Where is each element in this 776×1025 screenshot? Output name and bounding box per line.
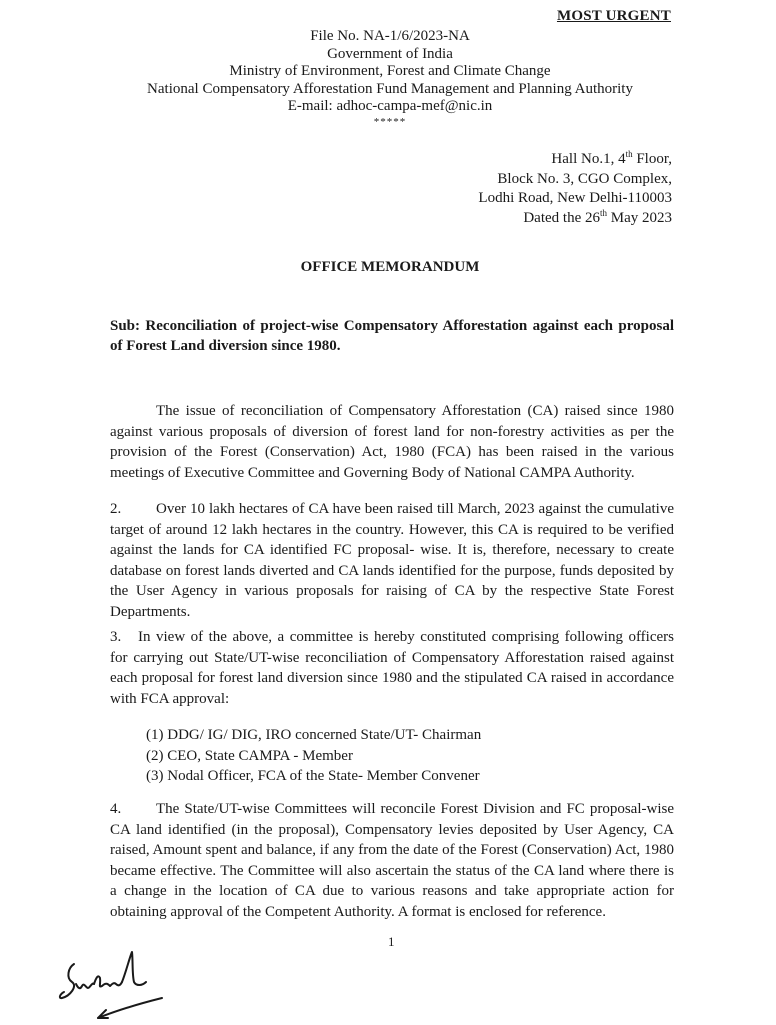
office-address [478,150,672,228]
paragraph-text: Over 10 lakh hectares of CA have been raised till March, 2023 against the cumulative target of around 12 lakh hectares in the country. However, this CA is required to be verified against the lands for CA identified FC proposal- wise. It is, therefore, necessary to create database on forest lands diverted and CA lands identified for the purpose, funds deposited by the User Agency in various proposals for raising of CA by the respective State Forest Departments. [110,501,674,620]
address-line-1-text: Hall No.1, 4 [551,151,626,167]
list-item: (1) DDG/ IG/ DIG, IRO concerned State/UT- Chairman [146,727,482,743]
page-number: 1 [388,934,395,949]
committee-members-list [146,725,481,787]
paragraph-4 [110,799,674,923]
email-address: E-mail: adhoc-campa-mef@nic.in [287,98,493,115]
paragraph-text: In view of the above, a committee is hereby constituted comprising following officers for carrying out State/UT-wise reconciliation of Compensatory Afforestation raised against each proposal for forest land diversion since 1980 and the stipulated CA raised in accordance with FCA approval: [110,629,674,707]
signature-icon [38,948,178,1020]
address-line-1-suffix: Floor, [632,151,672,167]
ordinal-suffix: th [599,207,607,218]
address-line-2: Block No. 3, CGO Complex, [497,170,672,187]
date-text: Dated the 26 [523,209,600,226]
file-number: File No. NA-1/6/2023-NA [310,28,470,44]
paragraph-text: The issue of reconciliation of Compensatory Afforestation (CA) raised since 1980 against various proposals of diversion of forest land for non-forestry activities as per the provision of the Forest (Conservation) Act, 1980 (FCA) has been raised in the various meetings of Executive Committee and Governing Body of National CAMPA Authority. [110,403,674,481]
paragraph-text: The State/UT-wise Committees will reconcile Forest Division and FC proposal-wise CA land identified (in the proposal), Compensatory levies deposited by User Agency, CA raised, Amount spent and balance, if any from the date of the Forest (Conservation) Act, 1980 became effective. The Committee will also ascertain the status of the CA land where there is a change in the location of CA due to various reasons and take appropriate action for obtaining approval of the Competent Authority. A format is enclosed for reference. [110,801,674,920]
address-line-1 [478,150,672,170]
paragraph-1 [110,401,674,483]
document-date [478,209,672,229]
paragraph-3 [110,627,674,709]
letterhead [100,28,680,128]
priority-label: MOST URGENT [556,8,671,24]
paragraph-2 [110,499,674,623]
separator-stars: ***** [373,115,407,128]
ministry-name: Ministry of Environment, Forest and Climate Change [229,63,551,80]
ordinal-suffix: th [625,149,633,159]
date-suffix: May 2023 [607,209,672,226]
paragraph-number: 4. [110,801,122,817]
document-title: OFFICE MEMORANDUM [300,259,480,275]
subject-line: Sub: Reconciliation of project-wise Compensatory Afforestation against each proposal of Forest Land diversion since 1980. [110,318,674,354]
paragraph-number: 2. [110,501,122,517]
authority-name: National Compensatory Afforestation Fund Management and Planning Authority [147,80,633,97]
paragraph-number: 3. [110,629,122,645]
list-item: (3) Nodal Officer, FCA of the State- Member Convener [146,768,480,784]
government-name: Government of India [327,45,453,62]
address-line-3: Lodhi Road, New Delhi-110003 [478,190,672,206]
list-item: (2) CEO, State CAMPA - Member [146,747,353,764]
